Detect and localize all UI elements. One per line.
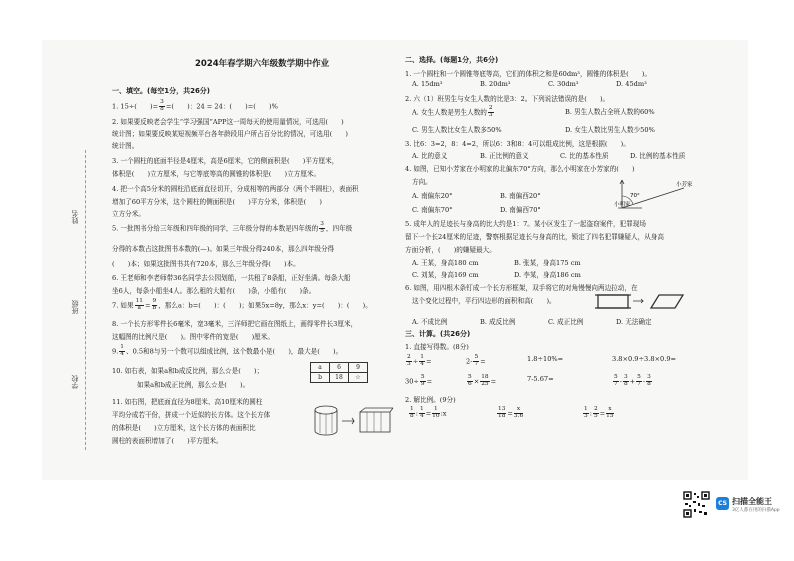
calc-item-1: $\frac{2}{3}$ ÷ $\frac{1}{4}$ = <box>407 354 432 367</box>
c1-option-d: D. 45dm³ <box>616 80 647 88</box>
c6-line2: 这个变化过程中，平行四边形的面积和高( )。 <box>412 297 556 305</box>
c2-option-a: A. 女生人数是男生人数的 $\frac{2}{3}$ <box>412 105 493 118</box>
c3-option-b: B. 正比例的意义 <box>480 152 529 160</box>
q3-line2: 体积是( )立方厘米，与它等底等高的圆锥的体积是( )立方厘米。 <box>112 170 321 178</box>
c3-option-a: A. 比的意义 <box>412 152 448 160</box>
qr-code-icon <box>683 491 710 518</box>
q7: 7. 如果 $\frac{11}{a}$ = $\frac{9}{b}$ ，那么a：b=( )：( )；如果5x=8y，那么x：y=( )：( )。 <box>112 298 372 311</box>
q8-line1: 8. 一个长方形零件长6毫米，宽3毫米，三洋师把它画在图纸上，画得零件长3厘米， <box>112 320 358 328</box>
fold-line <box>85 150 87 450</box>
c1-option-c: C. 30dm³ <box>548 80 579 88</box>
q2-line1: 2. 如果要反映老会学生“学习强国”APP这一周每天的使用量情况，可选用( ) <box>112 118 344 126</box>
c5-option-d: D. 李某，身高186 cm <box>514 271 581 279</box>
c5-option-b: B. 张某，身高175 cm <box>514 259 581 267</box>
c5-option-c: C. 刘某，身高169 cm <box>412 271 479 279</box>
c5-line3: 方面分析，( )的嫌疑最大。 <box>405 246 496 254</box>
q11-line4: 圆柱的表面积增加了( )平方厘米。 <box>112 437 223 445</box>
camscanner-logo-icon: CS <box>716 497 729 510</box>
solve-proportion-heading: 2. 解比例。(9分) <box>405 396 456 404</box>
q5-line1: 5. 一批图书分给三年级和四年级的同学，三年级分得的本数是四年级的 $\frac{3}{5}$ ，四年级 <box>112 221 353 234</box>
c4-option-d: D. 南偏西70° <box>500 206 541 214</box>
c1-option-b: B. 20dm³ <box>480 80 511 88</box>
c6-option-b: B. 成反比例 <box>480 318 516 326</box>
q6-line2: 坐6人，每条小船坐4人。那么租的大船有( )条，小船有( )条。 <box>112 287 316 295</box>
q11-line3: 的体积是( )立方厘米，这个长方体的表面积比 <box>112 424 256 432</box>
calc-item-8: $\frac{5}{7}$ - $\frac{3}{8}$ + $\frac{5}{7}$ - $\frac{3}{8}$ <box>614 374 651 387</box>
ratio-table: a 6 9 b 18 ☆ <box>310 362 368 383</box>
side-label-class: 班级 <box>71 300 79 314</box>
q4-line3: 立方分米。 <box>112 210 145 218</box>
calc-item-6: $\frac{5}{6}$ × $\frac{18}{25}$ = <box>468 374 497 387</box>
c3-option-c: C. 比的基本性质 <box>560 152 609 160</box>
direction-figure <box>612 176 702 212</box>
cylinder-to-cuboid-figure <box>312 404 394 438</box>
c2-option-c: C. 男生人数比女生人数多50% <box>412 126 502 134</box>
c4-line1: 4. 如图，已知小芳家在小明家的北偏东70°方向，那么小明家在小芳家的( ) <box>405 165 635 173</box>
q1: 1. 15÷( )= $\frac{3}{8}$ =( )：24 = 24：( )=( )% <box>112 99 278 112</box>
solve-item-3: $\frac{1}{3}$ : $\frac{2}{5}$ = $\frac{x}{15}$ <box>584 406 614 419</box>
q3-line1: 3. 一个圆柱的底面半径是4厘米，高是6厘米，它的侧面积是( )平方厘米， <box>112 157 339 165</box>
c1-option-a: A. 15dm³ <box>412 80 443 88</box>
page-title: 2024年春学期六年级数学期中作业 <box>195 59 330 69</box>
calc-item-3: 1.8÷10%= <box>527 355 564 363</box>
calc-item-7: 7-5.67= <box>527 375 554 383</box>
q9: 9. $\frac{1}{4}$ 、0.5和8与另一个数可以组成比例，这个数最小是( )，最大是( )。 <box>112 344 343 357</box>
c4-option-c: C. 南偏东70° <box>412 206 453 214</box>
direction-label-xiaofang: 小芳家 <box>676 182 693 188</box>
c2: 2. 六（1）班男生与女生人数的比是3：2。下列说法错误的是( )。 <box>405 95 610 103</box>
c5-line2: 留下一个长24厘米的足迹，警察根据足迹长与身高的比，锁定了四名犯罪嫌疑人，从身高 <box>405 233 664 241</box>
q11-line2: 平均分成若干份，拼成一个近似的长方体。这个长方体 <box>112 411 271 419</box>
q4-line2: 增加了60平方分米，这个圆柱的侧面积是( )平方分米，体积是( ) <box>112 198 322 206</box>
c3-option-d: D. 比例的基本性质 <box>630 152 686 160</box>
c1: 1. 一个圆柱和一个圆锥等底等高，它们的体积之和是60dm³，圆锥的体积是( )。 <box>405 70 652 78</box>
q5-line2: 分得的本数占这批图书本数的(—)。如果三年级分得240本，那么四年级分得 <box>112 245 335 253</box>
c4-option-a: A. 南偏东20° <box>412 192 453 200</box>
solve-item-1: $\frac{1}{8}$ : $\frac{1}{4}$ = $\frac{1}{10}$ :x <box>410 406 447 419</box>
c6-line1: 6. 如图，用四根木条钉成一个长方形框架，双手将它的对角慢慢向两边拉动，在 <box>405 284 638 292</box>
c2-option-d: D. 女生人数比男生人数少50% <box>565 126 655 134</box>
q2-line2: 统计图；如果要反映某短视频平台各年龄段用户所占百分比的情况，可选用( ) <box>112 130 348 138</box>
c4-option-b: B. 南偏西20° <box>500 192 541 200</box>
q4-line1: 4. 把一个高5分米的圆柱沿底面直径切开，分成相等的两部分（两个半圆柱），表面积 <box>112 185 359 193</box>
rectangle-to-parallelogram-figure <box>595 290 685 312</box>
c3: 3. 比6：3=2，8：4=2，所以6：3和8：4可以组成比例，这是根据( )。 <box>405 140 630 148</box>
direction-label-xiaoming: 小明家 <box>614 202 631 208</box>
c5-option-a: A. 王某，身高180 cm <box>412 259 479 267</box>
q5-line3: ( )本；如果这批图书共有720本，那么三年级分得( )本。 <box>112 260 300 268</box>
side-label-school: 学校 <box>71 375 79 389</box>
section-choice: 二、选择。(每题1分，共6分) <box>405 56 499 64</box>
q6-line1: 6. 王老师和李老师带36名同学去公园划船，一共租了8条船，正好坐满。每条大船 <box>112 274 351 282</box>
calc-direct-heading: 1. 直接写得数。(8分) <box>405 343 469 351</box>
q10-line2: 如果a和b成正比例，那么☆是( )。 <box>137 381 250 389</box>
c6-option-d: D. 无法确定 <box>616 318 652 326</box>
calc-item-4: 3.8×0.9÷3.8×0.9= <box>612 355 677 363</box>
c5-line1: 5. 成年人的足迹长与身高的比大约是1：7。某小区发生了一起盗窃案件，犯罪现场 <box>405 220 646 228</box>
calc-item-2: 2- $\frac{5}{7}$ = <box>466 354 486 367</box>
c2-option-b: B. 男生人数占全班人数的60% <box>565 108 655 116</box>
section-calculation: 三、计算。(共26分) <box>405 330 471 338</box>
side-label-name: 姓名 <box>71 210 79 224</box>
direction-angle-label: 70° <box>630 193 640 199</box>
section-fill-in: 一、填空。(每空1分，共26分) <box>112 87 211 95</box>
q2-line3: 统计图。 <box>112 142 139 150</box>
q10-line1: 10. 如右表，如果a和b成反比例，那么☆是( )； <box>112 367 264 375</box>
c4-line2: 方向。 <box>412 178 432 186</box>
solve-item-2: $\frac{13}{18}$ = $\frac{x}{3.6}$ <box>498 406 524 419</box>
brand-name: 扫描全能王 <box>732 497 772 506</box>
c6-option-c: C. 成正比例 <box>548 318 584 326</box>
calc-item-5: 30÷ $\frac{5}{9}$ = <box>405 374 433 387</box>
q8-line2: 这幅图的比例尺是( )。图中零件的宽是( )厘米。 <box>112 333 274 341</box>
brand-tagline: 3亿人都在用的扫描App <box>732 508 780 513</box>
c6-option-a: A. 不成比例 <box>412 318 448 326</box>
q11-line1: 11. 如右图，把底面直径为8厘米、高10厘米的圆柱 <box>112 398 263 406</box>
